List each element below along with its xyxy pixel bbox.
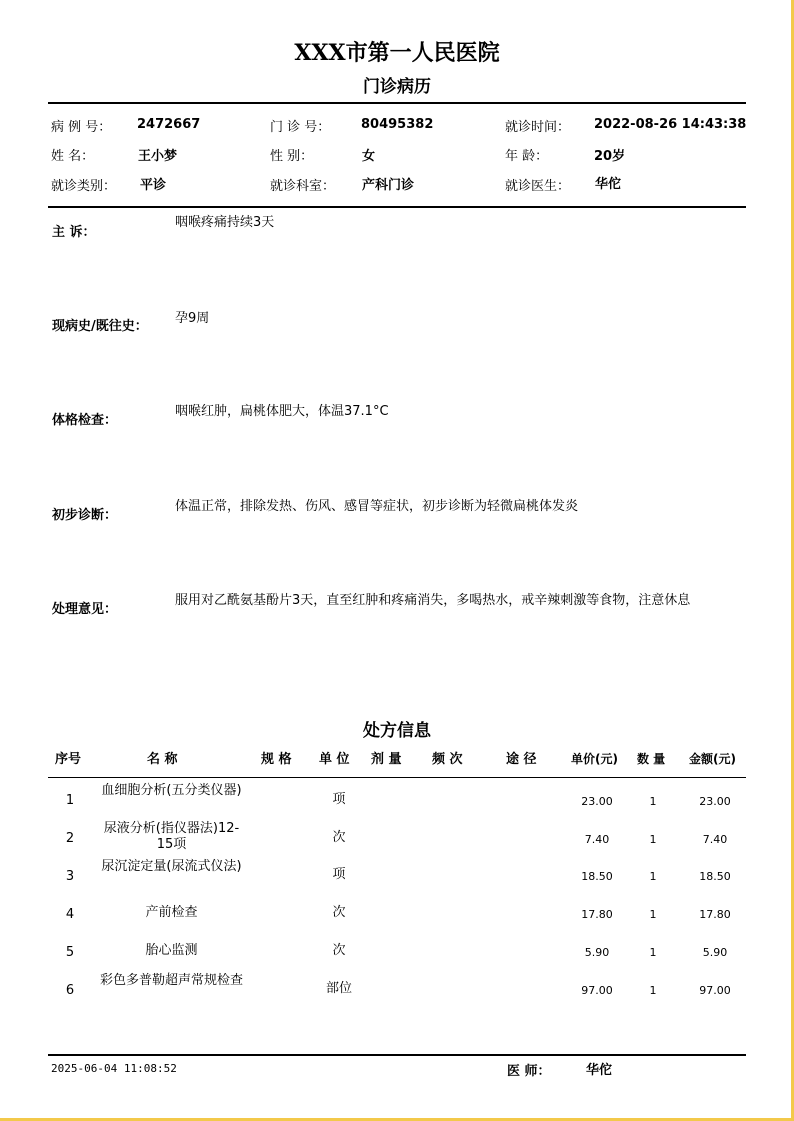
gender-label: 性 别： <box>270 149 314 164</box>
row-price: 17.80 <box>581 908 613 921</box>
visit-time-value: 2022-08-26 14:43:38 <box>594 117 747 132</box>
row-qty: 1 <box>649 984 657 997</box>
col-no: 序号 <box>55 752 82 767</box>
visit-type-value: 平诊 <box>140 178 167 193</box>
row-price: 7.40 <box>584 833 610 846</box>
info-divider <box>48 206 746 208</box>
complaint-text: 咽喉疼痛持续3天 <box>175 215 275 230</box>
col-freq: 频 次 <box>432 752 463 767</box>
dept-value: 产科门诊 <box>362 178 415 193</box>
physician-label: 医 师： <box>507 1064 551 1079</box>
col-price: 单价(元) <box>571 752 618 766</box>
diagnosis-label: 初步诊断： <box>52 508 118 523</box>
doctor-value: 华佗 <box>595 177 622 192</box>
row-amount: 23.00 <box>699 795 731 808</box>
row-price: 97.00 <box>581 984 613 997</box>
diagnosis-text: 体温正常，排除发热、伤风、感冒等症状，初步诊断为轻微扁桃体发炎 <box>175 499 579 514</box>
col-route: 途 径 <box>506 752 537 767</box>
print-time: 2025-06-04 11:08:52 <box>51 1062 177 1075</box>
row-unit: 次 <box>332 905 346 920</box>
clinic-no-label: 门 诊 号： <box>270 120 331 135</box>
row-qty: 1 <box>649 833 657 846</box>
complaint-label: 主 诉： <box>52 225 96 240</box>
history-label: 现病史/既往史： <box>52 319 148 334</box>
row-price: 23.00 <box>581 795 613 808</box>
row-name: 产前检查 <box>145 905 198 920</box>
prescription-title: 处方信息 <box>363 721 431 741</box>
row-price: 5.90 <box>584 946 610 959</box>
dept-label: 就诊科室： <box>270 179 336 194</box>
row-amount: 18.50 <box>699 870 731 883</box>
gender-value: 女 <box>362 149 376 164</box>
advice-text: 服用对乙酰氨基酚片3天，直至红肿和疼痛消失，多喝热水，戒辛辣刺激等食物，注意休息 <box>175 593 691 608</box>
col-dose: 剂 量 <box>371 752 402 767</box>
age-value: 20岁 <box>594 149 626 164</box>
name-label: 姓 名： <box>51 149 95 164</box>
col-qty: 数 量 <box>637 752 666 766</box>
visit-type-label: 就诊类别： <box>51 179 117 194</box>
row-qty: 1 <box>649 908 657 921</box>
row-no: 3 <box>65 869 75 884</box>
row-no: 5 <box>65 945 75 960</box>
row-unit: 项 <box>332 867 346 882</box>
row-amount: 17.80 <box>699 908 731 921</box>
doctor-label: 就诊医生： <box>505 179 571 194</box>
footer-divider <box>48 1054 746 1056</box>
history-text: 孕9周 <box>175 311 210 326</box>
row-unit: 项 <box>332 792 346 807</box>
row-no: 6 <box>65 983 75 998</box>
physician-value: 华佗 <box>586 1063 613 1078</box>
row-no: 1 <box>65 793 75 808</box>
row-name: 胎心监测 <box>145 943 198 958</box>
header-divider <box>48 102 746 104</box>
row-unit: 部位 <box>325 981 352 996</box>
case-no-value: 2472667 <box>137 117 201 132</box>
row-name: 尿液分析(指仪器法)12-15项 <box>103 821 240 852</box>
visit-time-label: 就诊时间： <box>505 120 571 135</box>
col-amount: 金额(元) <box>689 752 736 766</box>
row-unit: 次 <box>332 830 346 845</box>
hospital-name: XXX市第一人民医院 <box>294 40 500 66</box>
exam-text: 咽喉红肿，扁桃体肥大，体温37.1°C <box>175 404 389 419</box>
row-qty: 1 <box>649 946 657 959</box>
row-qty: 1 <box>649 870 657 883</box>
name-value: 王小梦 <box>138 149 178 164</box>
exam-label: 体格检查： <box>52 413 118 428</box>
age-label: 年 龄： <box>505 149 549 164</box>
row-amount: 5.90 <box>702 946 728 959</box>
row-qty: 1 <box>649 795 657 808</box>
advice-label: 处理意见： <box>52 602 118 617</box>
row-no: 4 <box>65 907 75 922</box>
col-name: 名 称 <box>147 752 178 767</box>
row-name: 彩色多普勒超声常规检查 <box>100 973 244 988</box>
row-amount: 97.00 <box>699 984 731 997</box>
clinic-no-value: 80495382 <box>361 117 434 132</box>
row-name: 尿沉淀定量(尿流式仪法) <box>101 859 242 874</box>
case-no-label: 病 例 号： <box>51 120 112 135</box>
document-title: 门诊病历 <box>363 77 431 97</box>
row-no: 2 <box>65 831 75 846</box>
row-unit: 次 <box>332 943 346 958</box>
col-unit: 单 位 <box>319 752 350 767</box>
row-amount: 7.40 <box>702 833 728 846</box>
row-price: 18.50 <box>581 870 613 883</box>
row-name: 血细胞分析(五分类仪器) <box>101 783 242 798</box>
prescription-header-divider <box>48 777 746 778</box>
col-spec: 规 格 <box>261 752 292 767</box>
